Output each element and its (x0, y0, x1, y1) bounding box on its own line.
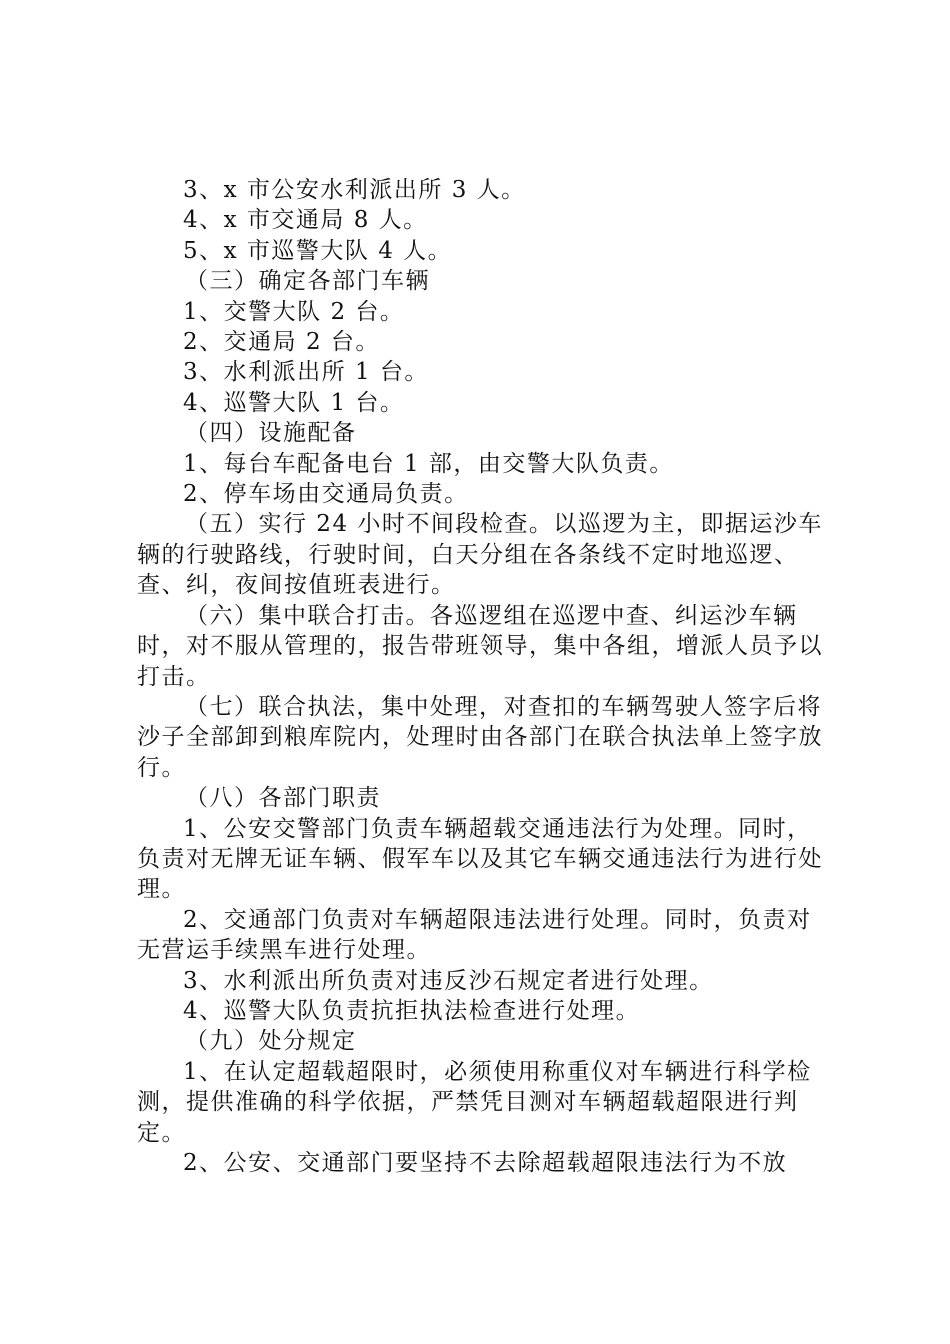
vehicle-item-3: 3、水利派出所 1 台。 (183, 359, 429, 386)
section-heading-9: （九）处分规定 (185, 1028, 357, 1055)
equipment-item-1: 1、每台车配备电台 1 部，由交警大队负责。 (183, 450, 674, 477)
vehicle-item-2: 2、交通局 2 台。 (183, 329, 380, 356)
equipment-item-2: 2、停车场由交通局负责。 (183, 481, 469, 508)
document-body (137, 175, 827, 1178)
rule-item-2: 2、公安、交通部门要坚持不去除超载超限违法行为不放 (183, 1150, 788, 1176)
section-paragraph-7: （七）联合执法，集中处理，对查扣的车辆驾驶人签字后将沙子全部卸到粮库院内，处理时由各部门在联合执法单上签字放行。 (137, 693, 823, 781)
duty-item-1: 1、公安交警部门负责车辆超载交通违法行为处理。同时，负责对无牌无证车辆、假军车以及其它车辆交通违法行为进行处理。 (137, 815, 823, 903)
section-heading-4: （四）设施配备 (185, 420, 357, 447)
section-paragraph-5: （五）实行 24 小时不间段检查。以巡逻为主，即据运沙车辆的行驶路线，行驶时间，白天分组在各条线不定时地巡逻、查、纠，夜间按值班表进行。 (137, 511, 823, 599)
rule-item-1: 1、在认定超载超限时，必须使用称重仪对车辆进行科学检测，提供准确的科学依据，严禁凭目测对车辆超载超限进行判定。 (137, 1058, 812, 1146)
paragraph-item-3: 3、x 市公安水利派出所 3 人。 (183, 177, 526, 203)
duty-item-2: 2、交通部门负责对车辆超限违法进行处理。同时，负责对无营运手续黑车进行处理。 (137, 906, 812, 964)
duty-item-3: 3、水利派出所负责对违反沙石规定者进行处理。 (183, 967, 714, 994)
section-paragraph-6: （六）集中联合打击。各巡逻组在巡逻中查、纠运沙车辆时，对不服从管理的，报告带班领导，集中各组，增派人员予以打击。 (137, 602, 823, 690)
section-heading-8: （八）各部门职责 (185, 785, 381, 812)
paragraph-item-4: 4、x 市交通局 8 人。 (183, 207, 428, 234)
section-heading-3: （三）确定各部门车辆 (185, 268, 430, 295)
paragraph-item-5: 5、x 市巡警大队 4 人。 (183, 237, 453, 264)
vehicle-item-1: 1、交警大队 2 台。 (183, 298, 405, 325)
vehicle-item-4: 4、巡警大队 1 台。 (183, 389, 405, 416)
duty-item-4: 4、巡警大队负责抗拒执法检查进行处理。 (183, 997, 641, 1024)
